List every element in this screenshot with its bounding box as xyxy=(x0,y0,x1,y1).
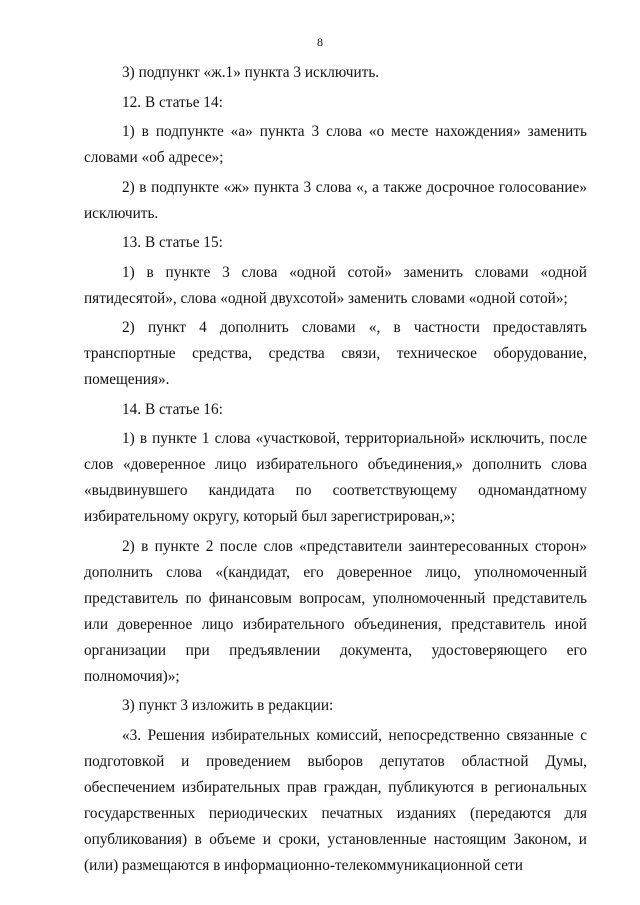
paragraph: 2) в подпункте «ж» пункта 3 слова «, а также досрочное голосование» исключить. xyxy=(84,178,587,222)
paragraph: 3) пункт 3 изложить в редакции: xyxy=(122,697,334,714)
paragraph: 1) в пункте 3 слова «одной сотой» заменить словами «одной пятидесятой», слова «одной двухсотой» заменить словами «одной сотой»; xyxy=(84,263,587,307)
paragraph: 3) подпункт «ж.1» пункта 3 исключить. xyxy=(122,64,380,81)
paragraph: 2) пункт 4 дополнить словами «, в частности предоставлять транспортные средства, средства связи, техническое оборудование, помещения». xyxy=(84,319,587,388)
paragraph: 1) в подпункте «а» пункта 3 слова «о месте нахождения» заменить словами «об адресе»; xyxy=(84,123,587,166)
paragraph: 2) в пункте 2 после слов «представители заинтересованных сторон» дополнить слова «(кандидат, его доверенное лицо, уполномоченный представитель по финансовым вопросам, уполномоченный представитель или доверенное лицо избирательного объединения, представитель иной организации при предъявлении документа, удостоверяющего его полномочия)»; xyxy=(84,537,587,685)
article-heading: 12. В статье 14: xyxy=(122,93,223,111)
page-number: 8 xyxy=(317,35,323,49)
document-body xyxy=(84,60,587,882)
paragraph: 1) в пункте 1 слова «участковой, территориальной» исключить, после слов «доверенное лицо избирательного объединения,» дополнить слова «выдвинувшего кандидата по соответствующему одномандатному избирательному округу, который был зарегистрирован,»; xyxy=(84,430,587,525)
quoted-paragraph: «3. Решения избирательных комиссий, непосредственно связанные с подготовкой и проведением выборов депутатов областной Думы, обеспечением избирательных прав граждан, публикуются в региональных государственных периодических печатных изданиях (передаются для опубликования) в объеме и сроки, установленные настоящим Законом, и (или) размещаются в информационно-телекоммуникационной сети xyxy=(84,726,587,874)
article-heading: 14. В статье 16: xyxy=(122,400,223,418)
article-heading: 13. В статье 15: xyxy=(122,234,223,251)
